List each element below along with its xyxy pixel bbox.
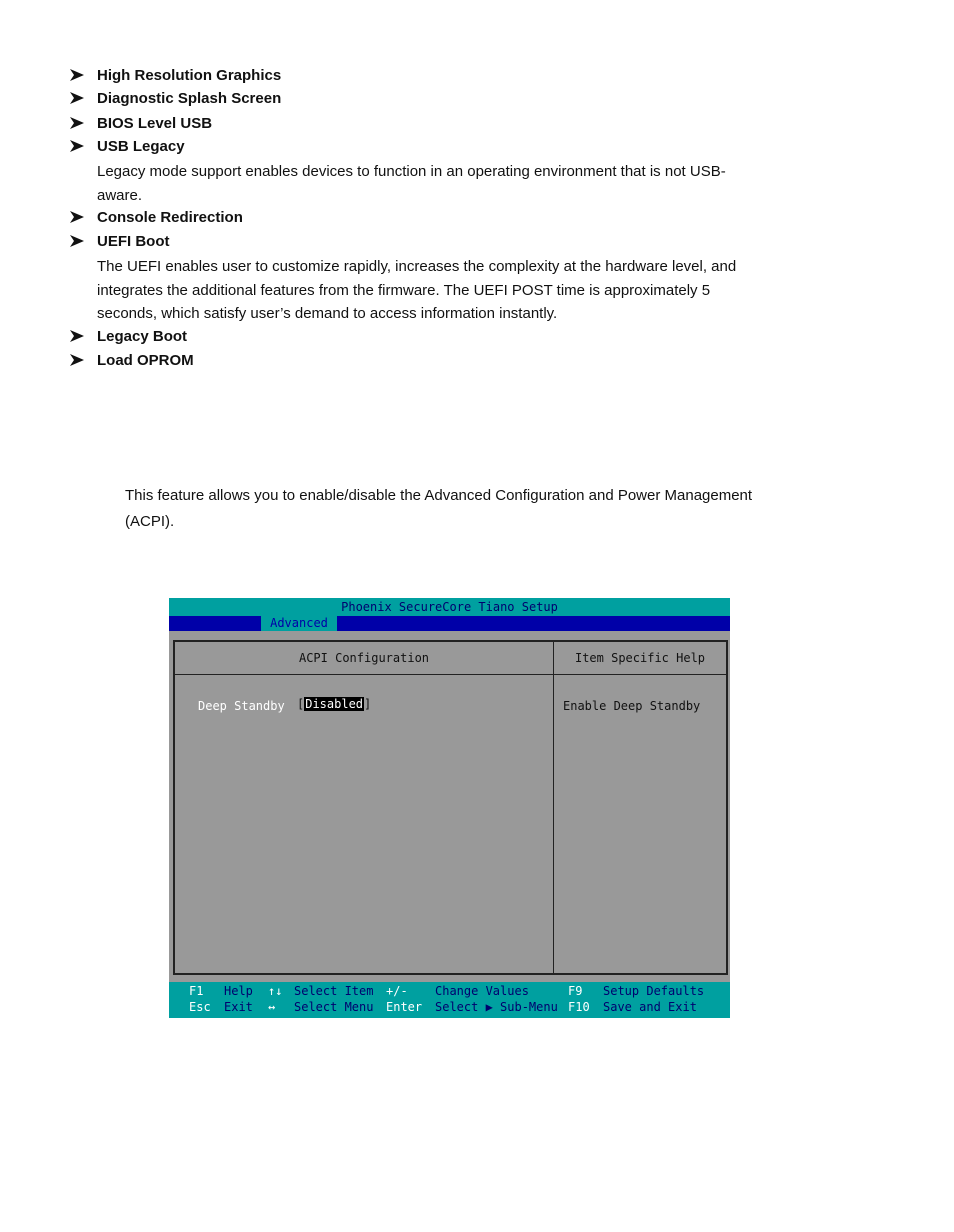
key-esc: Esc [189, 1000, 211, 1014]
key-up-down: ↑↓ [268, 984, 283, 998]
uefi-boot-description [97, 255, 827, 326]
list-item-title: UEFI Boot [97, 233, 170, 250]
arrowhead-bullet-icon [70, 354, 84, 366]
paragraph-line: seconds, which satisfy user’s demand to access information instantly. [97, 305, 558, 322]
panel-divider [553, 642, 554, 973]
selected-value: Disabled [305, 697, 364, 711]
paragraph-line: This feature allows you to enable/disable the Advanced Configuration and Power Management [125, 487, 753, 504]
key-f9: F9 [568, 984, 583, 998]
item-help-text: Enable Deep Standby [563, 699, 701, 713]
bios-setup-screenshot [169, 598, 730, 1018]
arrowhead-bullet-icon [70, 69, 84, 81]
list-item-title: High Resolution Graphics [97, 67, 282, 84]
key-f9-desc: Setup Defaults [603, 984, 705, 998]
key-enter-desc: Select ▶ Sub-Menu [435, 1000, 558, 1014]
right-panel-header: Item Specific Help [574, 651, 706, 665]
paragraph-line: The UEFI enables user to customize rapidly, increases the complexity at the hardware level, and [97, 258, 737, 275]
key-plus-minus-desc: Change Values [435, 984, 529, 998]
key-f1: F1 [189, 984, 204, 998]
paragraph-line: (ACPI). [125, 513, 175, 530]
list-item-title: Console Redirection [97, 209, 243, 226]
deep-standby-label[interactable]: Deep Standby [198, 699, 285, 713]
usb-legacy-description [97, 160, 827, 207]
list-item-title: Legacy Boot [97, 328, 188, 345]
tab-advanced[interactable]: Advanced [261, 616, 337, 631]
key-esc-desc: Exit [224, 1000, 253, 1014]
list-item-title: USB Legacy [97, 138, 185, 155]
bracket-close: ] [364, 697, 372, 711]
key-f1-desc: Help [224, 984, 253, 998]
arrowhead-bullet-icon [70, 211, 84, 223]
deep-standby-value[interactable] [297, 697, 371, 711]
header-divider [175, 674, 726, 675]
arrowhead-bullet-icon [70, 117, 84, 129]
paragraph-line: Legacy mode support enables devices to function in an operating environment that is not USB- [97, 163, 726, 180]
key-up-down-desc: Select Item [294, 984, 374, 998]
arrowhead-bullet-icon [70, 330, 84, 342]
key-left-right: ↔ [268, 1000, 276, 1014]
bios-main-panel [173, 640, 728, 975]
arrowhead-bullet-icon [70, 92, 84, 104]
paragraph-line: integrates the additional features from the firmware. The UEFI POST time is approximately 5 [97, 281, 711, 299]
bracket-open: [ [297, 697, 305, 711]
key-f10-desc: Save and Exit [603, 1000, 697, 1014]
arrowhead-bullet-icon [70, 140, 84, 152]
paragraph-line: aware. [97, 186, 143, 204]
key-plus-minus: +/- [386, 984, 408, 998]
key-left-right-desc: Select Menu [294, 1000, 374, 1014]
arrowhead-bullet-icon [70, 235, 84, 247]
bios-title: Phoenix SecureCore Tiano Setup [169, 598, 730, 616]
key-f10: F10 [568, 1000, 590, 1014]
left-panel-header: ACPI Configuration [298, 651, 430, 665]
list-item-title: BIOS Level USB [97, 115, 213, 132]
bios-menu-bar [169, 616, 730, 631]
list-item-title: Load OPROM [97, 352, 194, 369]
bios-key-legend [169, 982, 730, 1018]
key-enter: Enter [386, 1000, 423, 1014]
list-item-title: Diagnostic Splash Screen [97, 90, 282, 107]
acpi-feature-description [125, 483, 865, 535]
